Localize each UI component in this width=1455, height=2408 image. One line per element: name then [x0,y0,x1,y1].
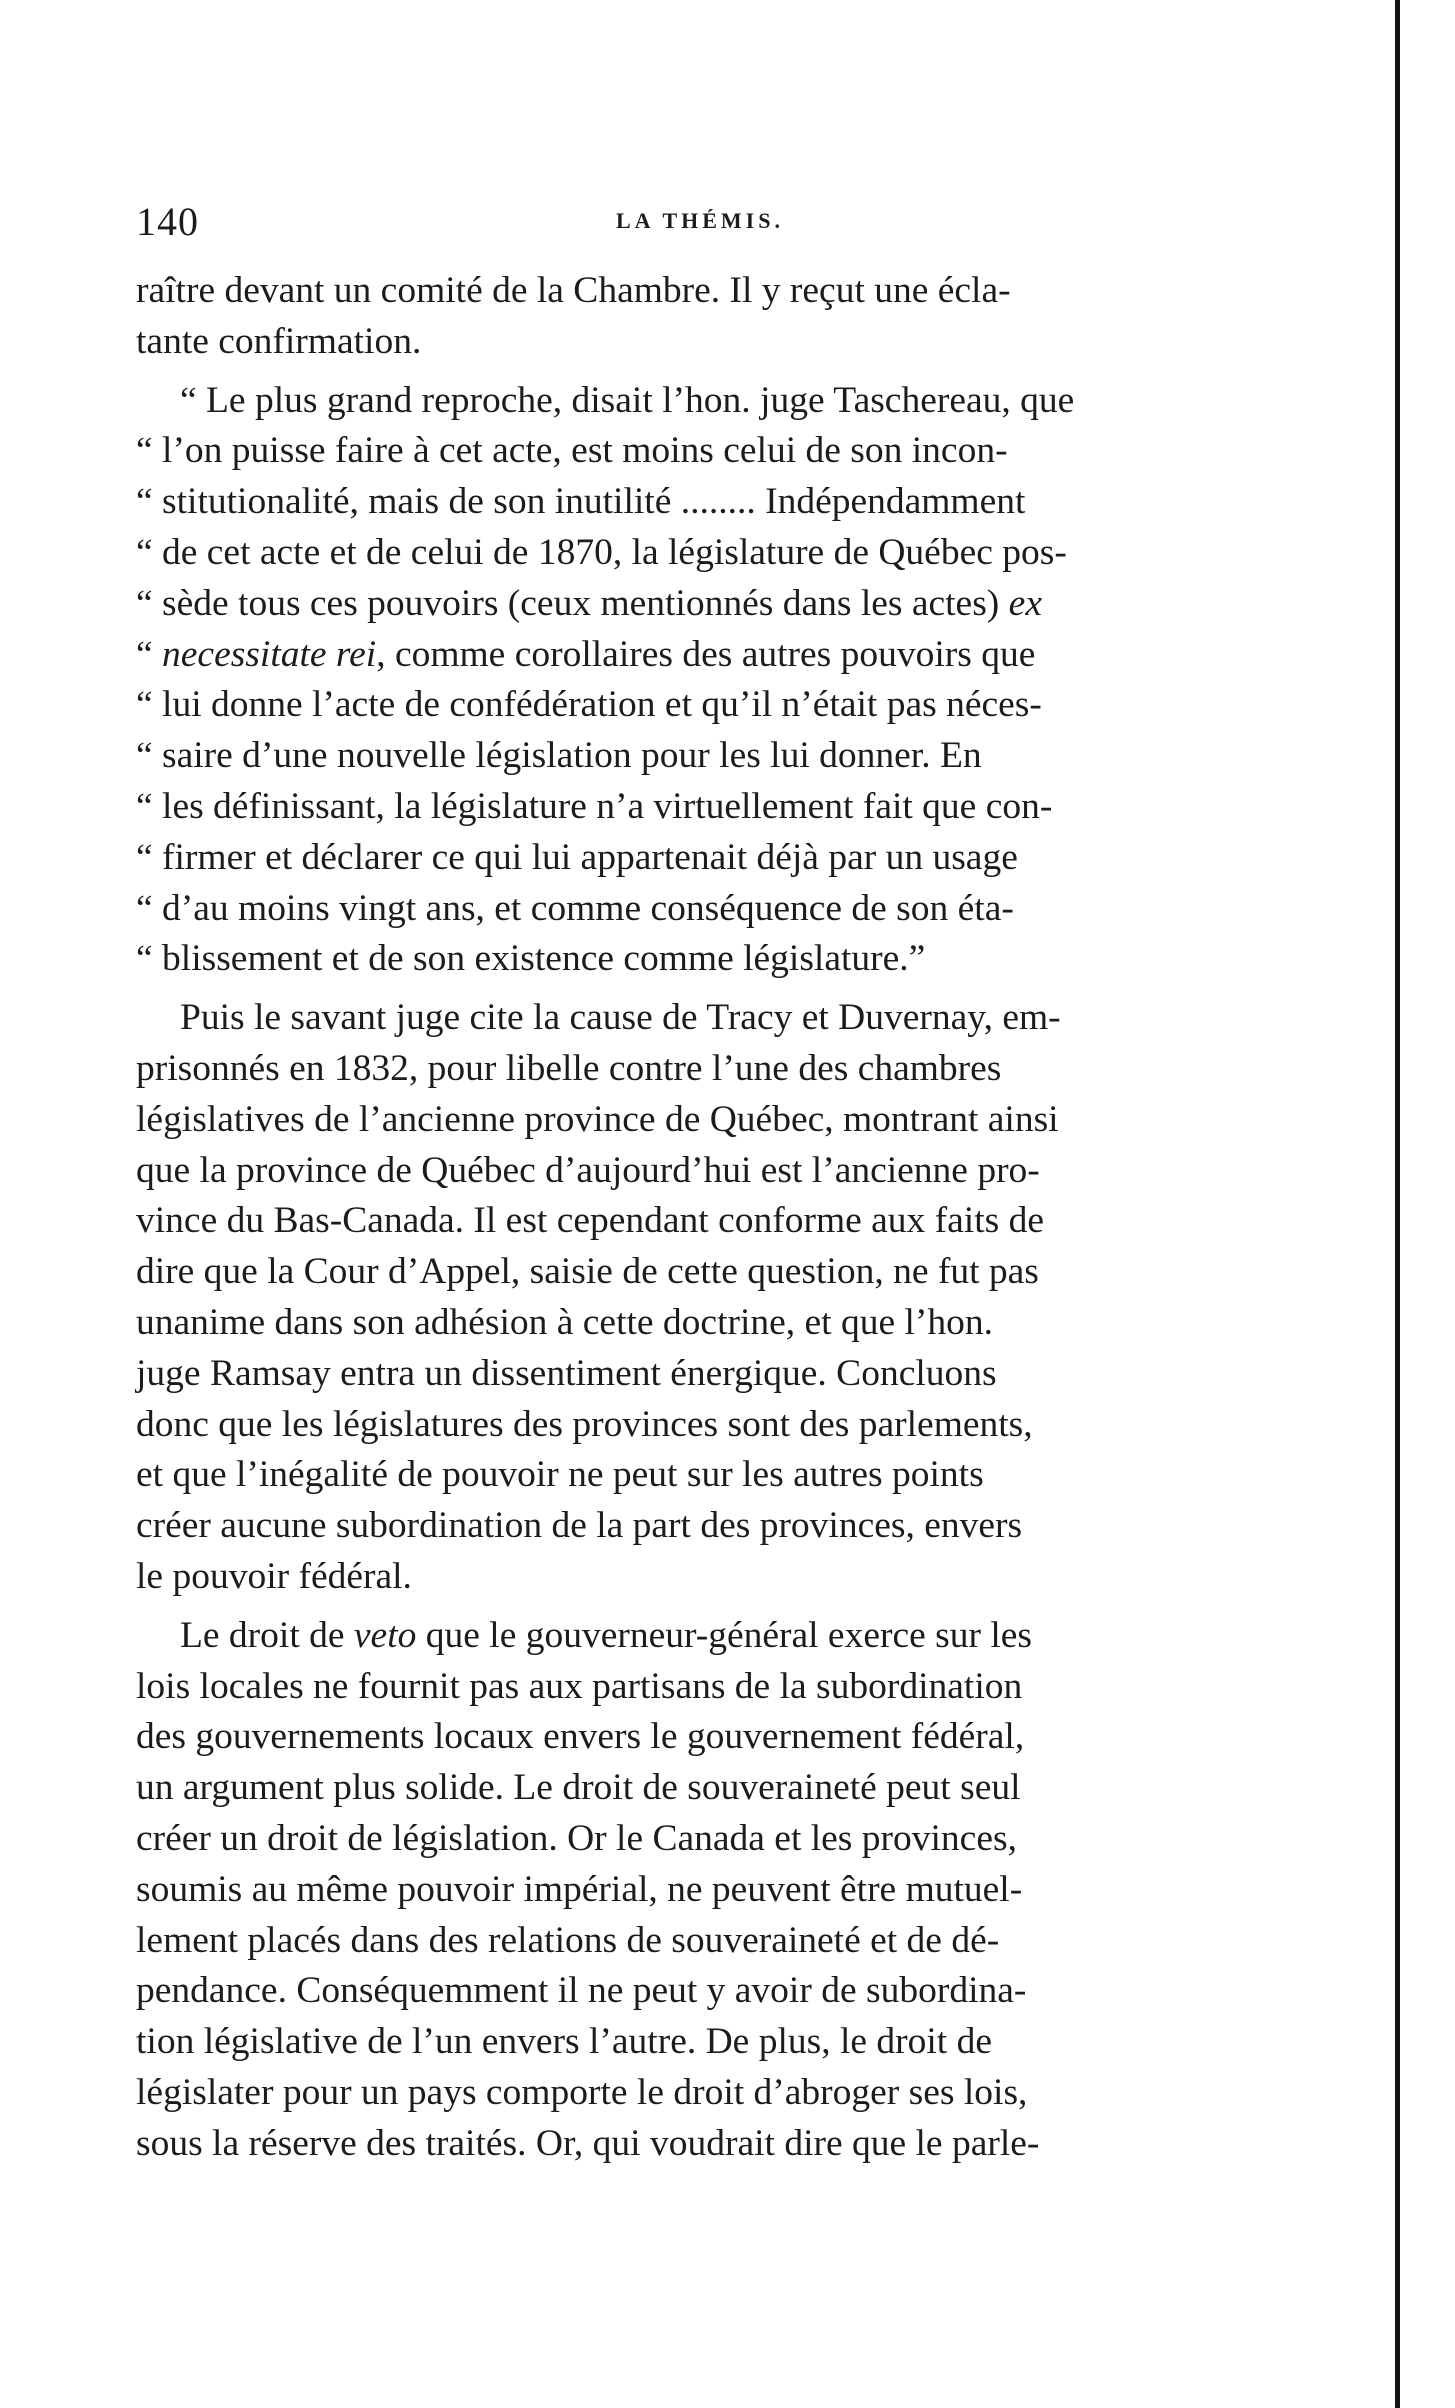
quote-line: “ sède tous ces pouvoirs (ceux mentionnés dans les actes) ex [136,582,1042,624]
text-line: Le droit de veto que le gouverneur-général exerce sur les [180,1614,1032,1656]
text-line: des gouvernements locaux envers le gouvernement fédéral, [136,1716,1025,1758]
paragraph [136,993,1272,1603]
text-line: lois locales ne fournit pas aux partisans de la subordination [136,1665,1023,1707]
text-line: législater pour un pays comporte le droit d’abroger ses lois, [136,2071,1028,2113]
text-line: Puis le savant juge cite la cause de Tracy et Duvernay, em- [180,997,1061,1039]
quote-line: “ Le plus grand reproche, disait l’hon. juge Taschereau, que [180,379,1075,421]
text-line: soumis au même pouvoir impérial, ne peuvent être mutuel- [136,1868,1023,1910]
text-line: un argument plus solide. Le droit de souveraineté peut seul [136,1767,1021,1809]
quote-line: “ saire d’une nouvelle législation pour les lui donner. En [136,735,982,777]
running-title: LA THÉMIS. [616,208,784,233]
text-line: tante confirmation. [136,320,422,362]
text-line: raître devant un comité de la Chambre. Il y reçut une écla- [136,270,1011,311]
text-line: juge Ramsay entra un dissentiment énergique. Concluons [136,1352,997,1394]
paragraph-continuation [136,266,1272,368]
page-number: 140 [136,199,199,244]
text-line: prisonnés en 1832, pour libelle contre l’une des chambres [136,1047,1002,1089]
quoted-paragraph [136,376,1272,986]
running-head [136,186,1272,266]
body-text [136,266,1272,2169]
quote-line: “ firmer et déclarer ce qui lui appartenait déjà par un usage [136,836,1018,878]
text-line: le pouvoir fédéral. [136,1555,412,1597]
text-line: créer aucune subordination de la part des provinces, envers [136,1505,1023,1547]
quote-line: “ necessitate rei, comme corollaires des autres pouvoirs que [136,633,1036,675]
quote-line: “ lui donne l’acte de confédération et qu’il n’était pas néces- [136,684,1042,726]
page-binding-rule [1395,0,1400,2408]
quote-line: “ stitutionalité, mais de son inutilité ........ Indépendamment [136,481,1026,523]
text-line: créer un droit de législation. Or le Canada et les provinces, [136,1817,1017,1859]
text-line: donc que les législatures des provinces sont des parlements, [136,1403,1033,1445]
text-line: législatives de l’ancienne province de Québec, montrant ainsi [136,1098,1059,1140]
text-line: et que l’inégalité de pouvoir ne peut sur les autres points [136,1454,984,1496]
text-line: unanime dans son adhésion à cette doctrine, et que l’hon. [136,1301,994,1343]
quote-line: “ l’on puisse faire à cet acte, est moins celui de son incon- [136,430,1008,472]
text-line: vince du Bas-Canada. Il est cependant conforme aux faits de [136,1200,1044,1242]
quote-line: “ les définissant, la législature n’a virtuellement fait que con- [136,785,1053,827]
text-line: lement placés dans des relations de souveraineté et de dé- [136,1919,1000,1961]
quote-line: “ d’au moins vingt ans, et comme conséquence de son éta- [136,887,1014,929]
paragraph [136,1611,1272,2170]
text-line: que la province de Québec d’aujourd’hui est l’ancienne pro- [136,1149,1040,1191]
text-line: tion législative de l’un envers l’autre. De plus, le droit de [136,2021,992,2063]
book-page [136,186,1272,2169]
quote-line: “ de cet acte et de celui de 1870, la législature de Québec pos- [136,531,1067,573]
text-line: pendance. Conséquemment il ne peut y avoir de subordina- [136,1970,1027,2012]
text-line: sous la réserve des traités. Or, qui voudrait dire que le parle- [136,2122,1040,2164]
text-line: dire que la Cour d’Appel, saisie de cette question, ne fut pas [136,1251,1039,1293]
quote-line: “ blissement et de son existence comme législature.” [136,938,926,980]
